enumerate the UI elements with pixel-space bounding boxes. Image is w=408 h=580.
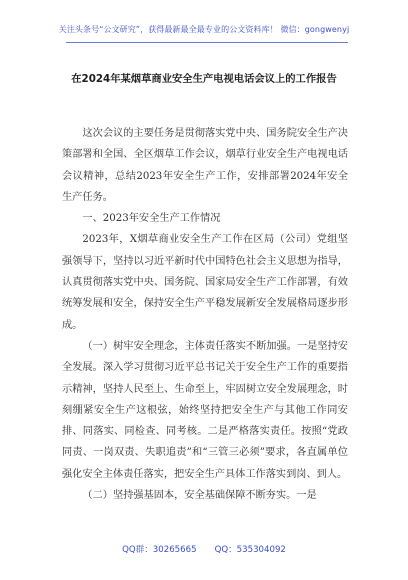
header-banner: 关注头条号“公文研究”，获得最新最全最专业的公文资料库！ 微信：gongwenyj xyxy=(58,25,350,34)
document-body xyxy=(62,123,348,506)
section-heading: 一、2023年安全生产工作情况 xyxy=(82,213,221,225)
paragraph: 这次会议的主要任务是贯彻落实党中央、国务院安全生产决策部署和全国、全区烟草工作会议，烟草行业安全生产电视电话会议精神，总结2023年安全生产工作，安排部署2024年安全生产任务。 xyxy=(62,128,348,203)
header-divider xyxy=(66,42,348,43)
document-title: 在2024年某烟草商业安全生产电视电话会议上的工作报告 xyxy=(71,73,337,85)
paragraph: （一）树牢安全理念，主体责任落实不断加强。一是坚持安全发展。深入学习贯彻习近平总书记关于安全生产工作的重要指示精神，坚持人民至上、生命至上，牢固树立安全发展理念，时刻绷紧安全生产这根弦，始终坚持把安全生产与其他工作同安排、同落实、同检查、同考核。二是严格落实责任。按照“党政同责、一岗双责、失职追责”和“三管三必须”要求，各直属单位强化安全主体责任落实，把安全生产具体工作落实到岗、到人。 xyxy=(62,340,348,480)
paragraph: （二）坚持强基固本，安全基础保障不断夯实。一是 xyxy=(82,490,317,502)
footer-contact xyxy=(0,543,408,555)
footer-qq: QQ：535304092 xyxy=(214,545,286,555)
paragraph: 2023年，X烟草商业安全生产工作在区局（公司）党组坚强领导下，坚持以习近平新时代中国特色社会主义思想为指导，认真贯彻落实党中央、国务院、国家局安全生产工作部署，有效统筹发展和安全，保持安全生产平稳发展新安全发展格局逐步形成。 xyxy=(62,234,348,331)
footer-qq-group: QQ群：30265665 xyxy=(122,545,197,555)
